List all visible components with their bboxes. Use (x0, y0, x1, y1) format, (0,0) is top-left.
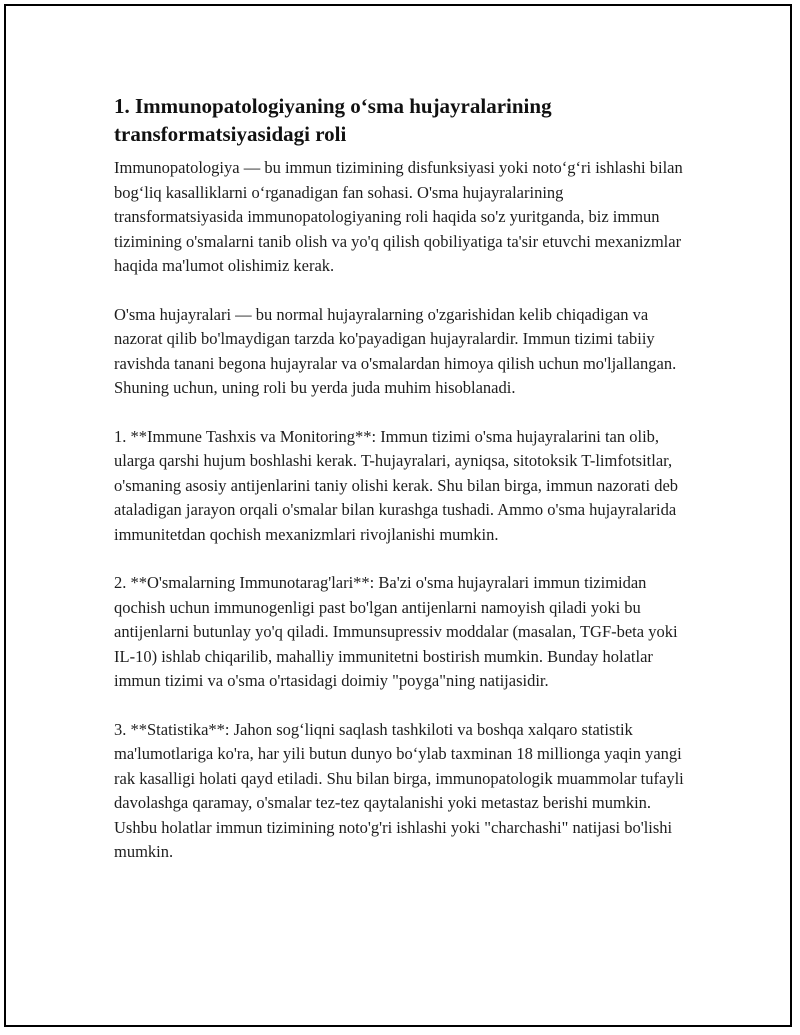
paragraph-immune-evasion: 2. **O'smalarning Immunotarag'lari**: Ba'zi o'sma hujayralari immun tizimidan qochish uchun immunogenligi past bo'lgan antijenlarni namoyish qiladi yoki bu antijenlarni butunlay yo'q qiladi. Immunsupressiv moddalar (masalan, TGF-beta yoki IL-10) ishlab chiqarilib, mahalliy immunitetni bostirish mumkin. Bunday holatlar immun tizimi va o'sma o'rtasidagi doimiy "poyga"ning natijasidir. (114, 573, 678, 690)
document-body (114, 92, 688, 889)
paragraph-immune-diagnosis: 1. **Immune Tashxis va Monitoring**: Immun tizimi o'sma hujayralarini tan olib, ularga qarshi hujum boshlashi kerak. T-hujayralari, ayniqsa, sitotoksik T-limfotsitlar, o'smaning asosiy antijenlarini taniy olishi kerak. Shu bilan birga, immun nazorati deb ataladigan jarayon orqali o'smalar bilan kurashga tushadi. Ammo o'sma hujayralarida immunitetdan qochish mexanizmlari rivojlanishi mumkin. (114, 426, 679, 544)
paragraph-statistics: 3. **Statistika**: Jahon sog‘liqni saqlash tashkiloti va boshqa xalqaro statistik ma'lumotlariga ko'ra, har yili butun dunyo bo‘ylab taxminan 18 millionga yaqin yangi rak kasalligi holati qayd etiladi. Shu bilan birga, immunopatologik muammolar tufayli davolashga qaramay, o'smalar tez-tez qaytalanishi yoki metastaz berishi mumkin. Ushbu holatlar immun tizimining noto'g'ri ishlashi yoki "charchashi" natijasi bo'lishi mumkin. (114, 719, 684, 861)
paragraph-intro: Immunopatologiya — bu immun tizimining disfunksiyasi yoki noto‘g‘ri ishlashi bilan bog‘liq kasalliklarni o‘rganadigan fan sohasi. O'sma hujayralarining transformatsiyasida immunopatologiyaning roli haqida so'z yuritganda, biz immun tizimining o'smalarni tanib olish va yo'q qilish qobiliyatiga ta'sir etuvchi mexanizmlar haqida ma'lumot olishimiz kerak. (114, 158, 683, 275)
document-title: 1. Immunopatologiyaning o‘sma hujayralarining transformatsiyasidagi roli (114, 94, 552, 146)
paragraph-tumor-cells: O'sma hujayralari — bu normal hujayralarning o'zgarishidan kelib chiqadigan va nazorat qilib bo'lmaydigan tarzda ko'payadigan hujayralardir. Immun tizimi tabiiy ravishda tanani begona hujayralar va o'smalardan himoya qilish uchun mo'ljallangan. Shuning uchun, uning roli bu yerda juda muhim hisoblanadi. (114, 304, 677, 397)
